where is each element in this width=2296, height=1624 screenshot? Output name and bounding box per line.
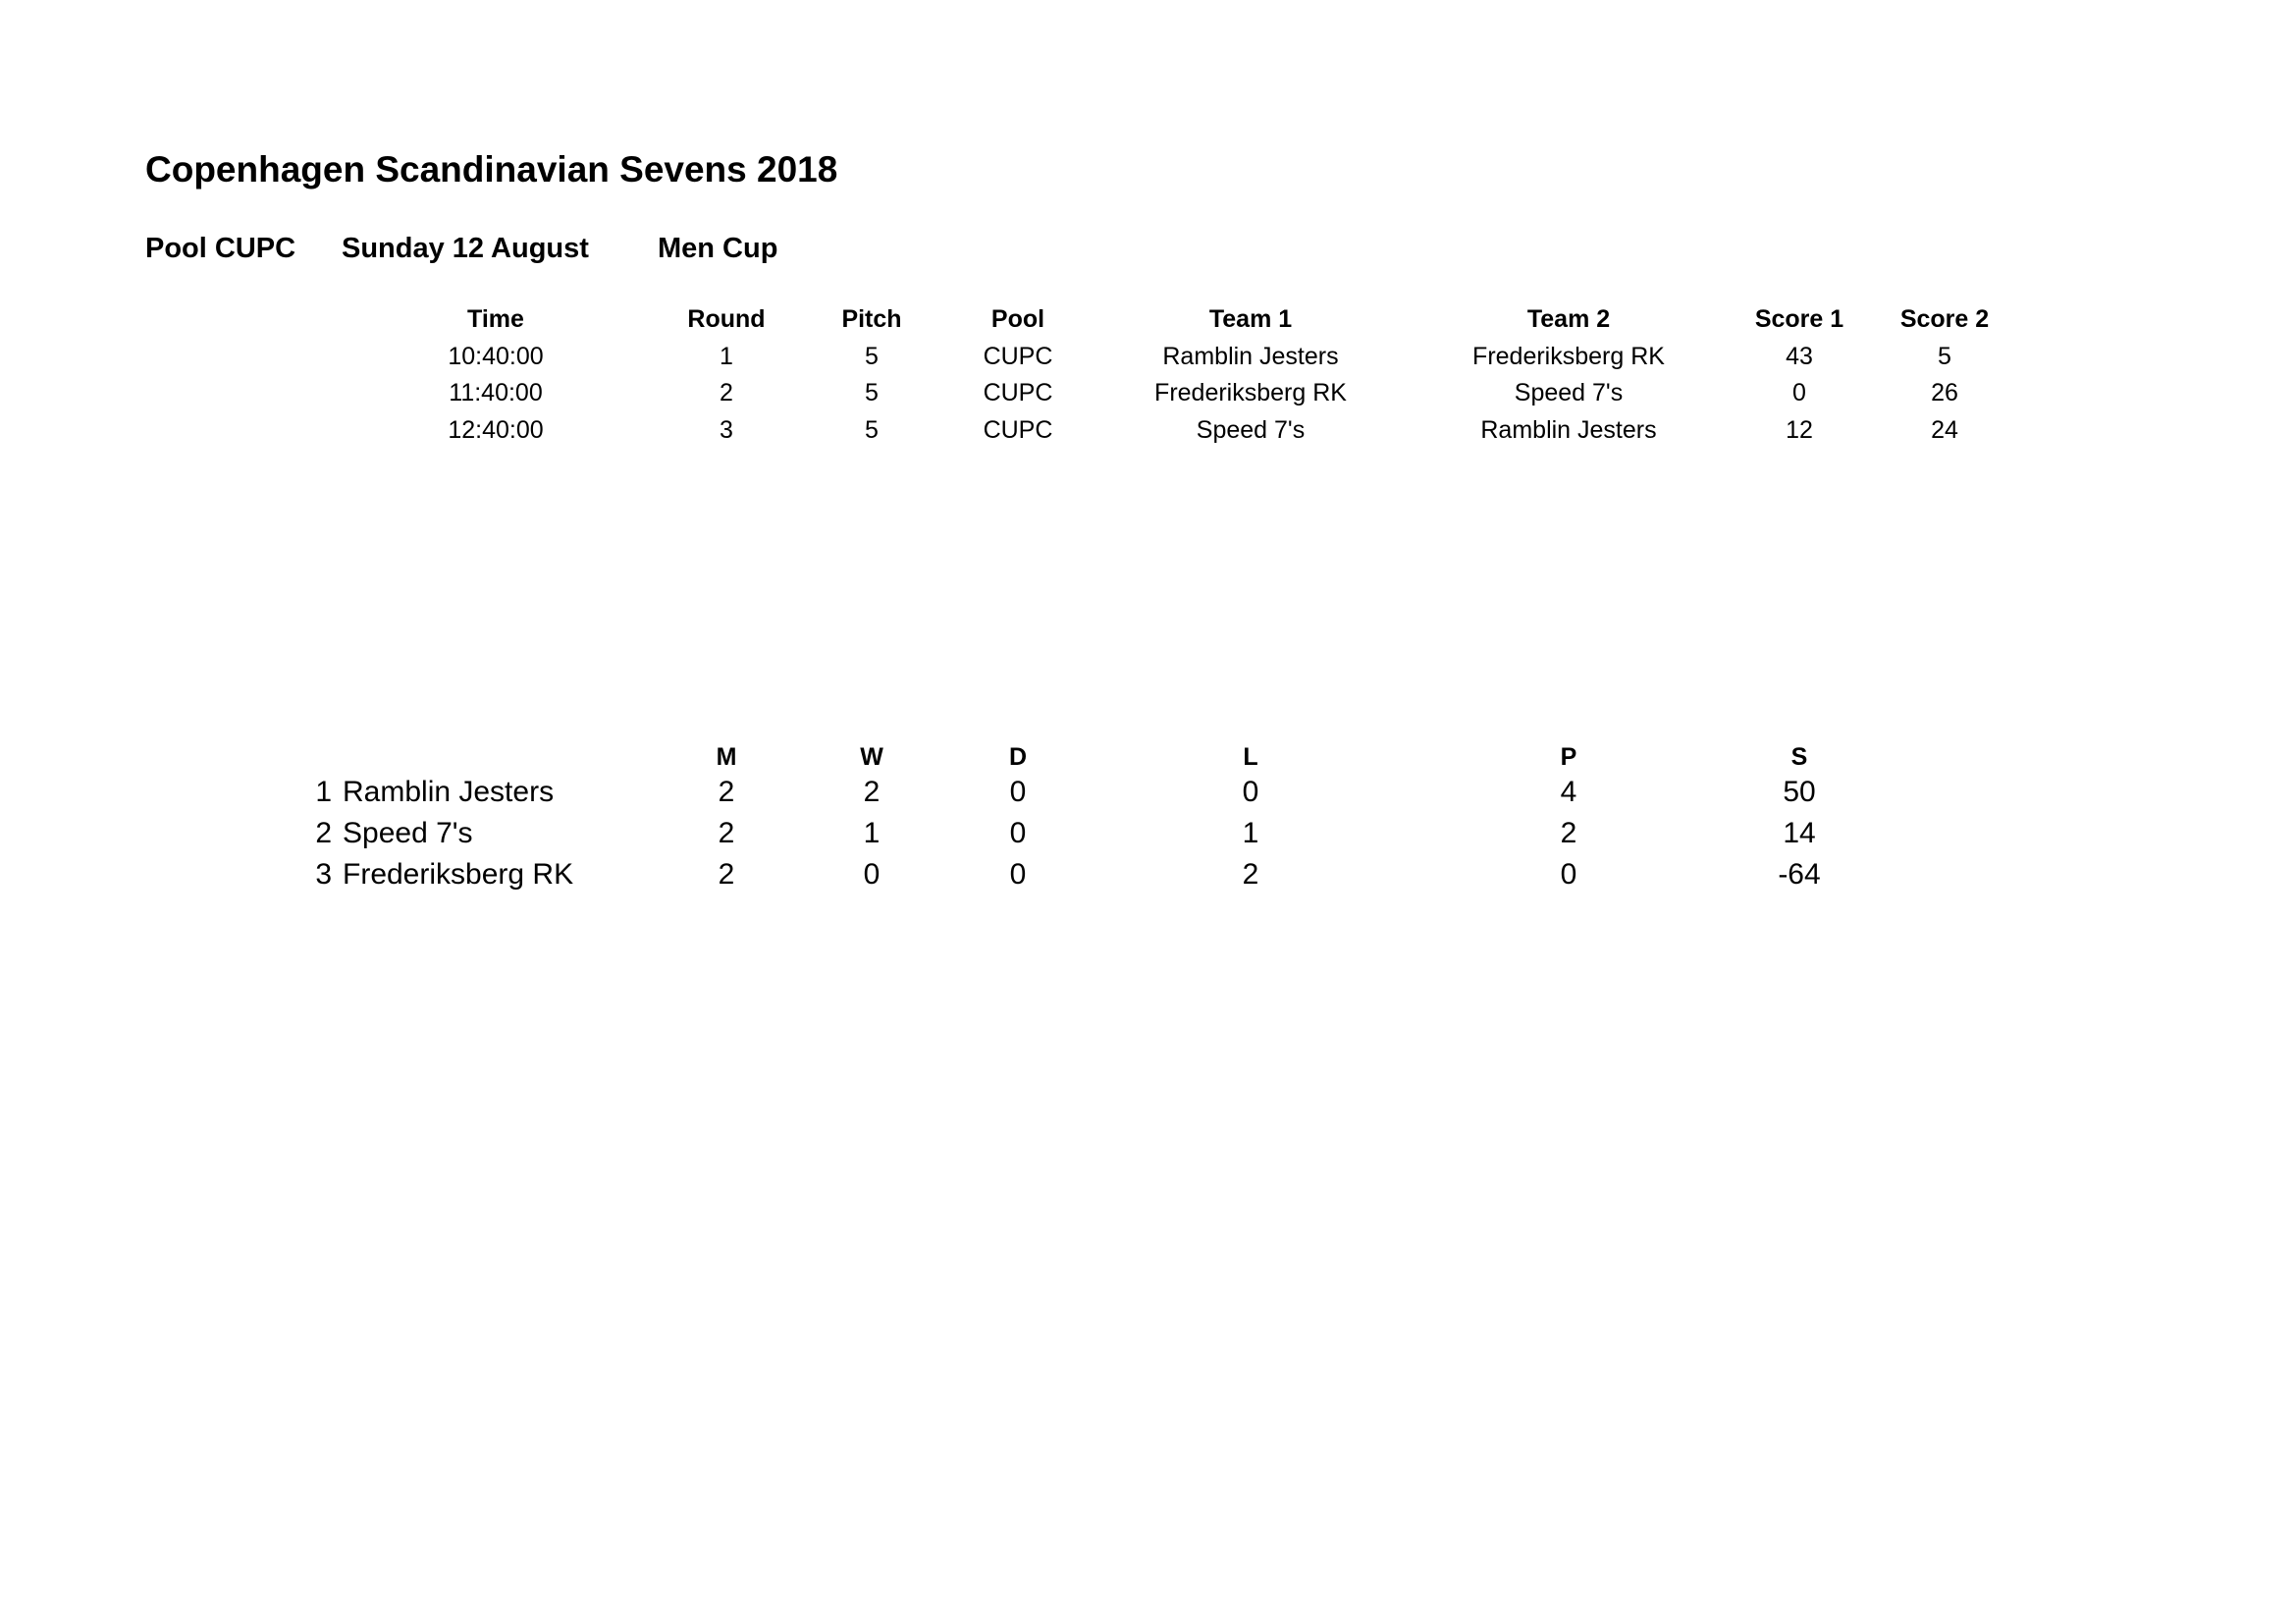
standing-matches: 2 — [718, 776, 735, 808]
standing-score-diff: -64 — [1778, 858, 1821, 891]
standing-score-diff: 14 — [1783, 817, 1816, 849]
standing-draws: 0 — [1009, 817, 1027, 849]
match-score-1: 12 — [1786, 416, 1813, 444]
header-pool: Pool — [990, 305, 1045, 333]
header-team-2: Team 2 — [1526, 305, 1611, 333]
competition-label: Men Cup — [658, 233, 778, 264]
match-pitch: 5 — [865, 379, 879, 406]
standing-losses: 0 — [1242, 776, 1259, 808]
standing-points: 4 — [1560, 776, 1577, 808]
standing-wins: 2 — [863, 776, 881, 808]
header-time: Time — [467, 305, 524, 333]
standing-losses: 2 — [1242, 858, 1259, 891]
standing-rank: 2 — [315, 817, 332, 849]
match-score-2: 5 — [1938, 343, 1951, 370]
header-points: P — [1560, 743, 1577, 771]
match-score-1: 43 — [1786, 343, 1813, 370]
standing-points: 0 — [1560, 858, 1577, 891]
standing-draws: 0 — [1009, 776, 1027, 808]
match-team-2: Ramblin Jesters — [1480, 416, 1657, 444]
standing-team: Frederiksberg RK — [343, 858, 574, 891]
standing-wins: 0 — [863, 858, 881, 891]
match-team-1: Frederiksberg RK — [1154, 379, 1347, 406]
match-time: 12:40:00 — [448, 416, 544, 444]
page-title: Copenhagen Scandinavian Sevens 2018 — [145, 149, 838, 189]
standing-score-diff: 50 — [1783, 776, 1816, 808]
match-team-1: Ramblin Jesters — [1162, 343, 1339, 370]
match-pool: CUPC — [983, 379, 1053, 406]
header-losses: L — [1243, 743, 1258, 771]
header-score-1: Score 1 — [1754, 305, 1844, 333]
match-pool: CUPC — [983, 343, 1053, 370]
header-score-2: Score 2 — [1899, 305, 1990, 333]
match-round: 3 — [720, 416, 733, 444]
header-draws: D — [1008, 743, 1028, 771]
match-score-1: 0 — [1792, 379, 1806, 406]
match-round: 1 — [720, 343, 733, 370]
match-team-1: Speed 7's — [1196, 416, 1306, 444]
standing-matches: 2 — [718, 817, 735, 849]
match-team-2: Frederiksberg RK — [1472, 343, 1665, 370]
match-score-2: 24 — [1931, 416, 1958, 444]
header-wins: W — [860, 743, 883, 771]
header-matches: M — [716, 743, 737, 771]
standing-losses: 1 — [1242, 817, 1259, 849]
header-round: Round — [687, 305, 766, 333]
standing-wins: 1 — [863, 817, 881, 849]
standing-points: 2 — [1560, 817, 1577, 849]
standing-team: Ramblin Jesters — [343, 776, 555, 808]
standing-matches: 2 — [718, 858, 735, 891]
header-pitch: Pitch — [841, 305, 902, 333]
date-label: Sunday 12 August — [342, 233, 589, 264]
match-time: 11:40:00 — [449, 379, 543, 406]
pool-label: Pool CUPC — [145, 233, 296, 264]
match-round: 2 — [720, 379, 733, 406]
standing-rank: 1 — [315, 776, 332, 808]
match-pitch: 5 — [865, 416, 879, 444]
match-score-2: 26 — [1931, 379, 1958, 406]
match-pool: CUPC — [983, 416, 1053, 444]
match-team-2: Speed 7's — [1514, 379, 1624, 406]
match-pitch: 5 — [865, 343, 879, 370]
header-team-1: Team 1 — [1208, 305, 1293, 333]
standing-team: Speed 7's — [343, 817, 473, 849]
standing-rank: 3 — [315, 858, 332, 891]
standing-draws: 0 — [1009, 858, 1027, 891]
header-score-diff: S — [1790, 743, 1808, 771]
match-time: 10:40:00 — [448, 343, 544, 370]
